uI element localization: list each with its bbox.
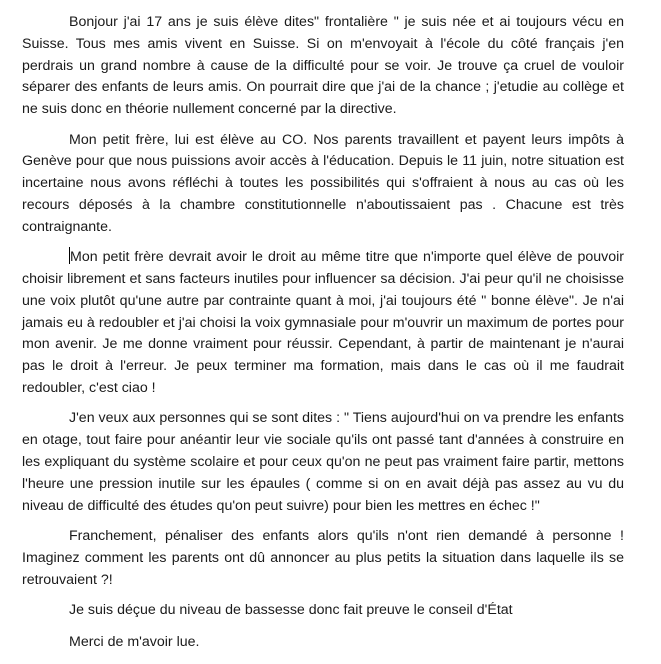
paragraph-choice-text: Mon petit frère devrait avoir le droit au même titre que n'importe quel élève de pouvoir choisir librement et sans facteurs inutiles pour influencer sa décision. J'ai peur qu'il ne choisisse une voix plutôt qu'une autre par contrainte quant à moi, j'ai toujours été " bonne élève". Je n'ai jamais eu à redoubler et j'ai choisi la voix gymnasiale pour m'ouvrir un maximum de portes pour mon avenir. Je me donne vraiment pour réussir. Cependant, à partir de maintenant je n'aurai pas le droit à l'erreur. Je peux terminer ma formation, mais dans le cas où il me faudrait redoubler, c'est ciao ! xyxy=(22,249,624,396)
paragraph-disappointed: Je suis déçue du niveau de bassesse donc fait preuve le conseil d'État xyxy=(69,601,513,618)
paragraph-blame: J'en veux aux personnes qui se sont dites : " Tiens aujourd'hui on va prendre les enfants en otage, tout faire pour anéantir leur vie sociale qu'ils ont passé tant d'années à construire en les expliquant du système scolaire et pour ceux qu'on ne peut pas vraiment faire partir, mettons l'heure une pression inutile sur les épaules ( comme si on en avait déjà pas assez au vu du niveau de difficulté des études qu'on peut suivre) pour bien les mettres en échec !" xyxy=(22,410,624,514)
paragraph-choice xyxy=(22,247,624,400)
paragraph-frankly: Franchement, pénaliser des enfants alors qu'ils n'ont rien demandé à personne ! Imaginez comment les parents ont dû annoncer au plus petits la situation dans laquelle ils se retrouvaient ?! xyxy=(22,527,624,588)
paragraph-intro: Bonjour j'ai 17 ans je suis élève dites" frontalière " je suis née et ai toujours vécu en Suisse. Tous mes amis vivent en Suisse. Si on m'envoyait à l'école du côté français j'en perdrais un grand nombre à cause de la difficulté pour se voir. Je trouve ça cruel de vouloir séparer des enfants de leurs amis. On pourrait dire que j'ai de la chance ; j'etudie au collège et ne suis donc en théorie nullement concerné par la directive. xyxy=(22,14,624,118)
paragraph-thanks: Merci de m'avoir lue. xyxy=(69,634,200,651)
paragraph-brother: Mon petit frère, lui est élève au CO. Nos parents travaillent et payent leurs impôts à Genève pour que nous puissions avoir accès à l'éducation. Depuis le 11 juin, notre situation est incertaine nous avons réfléchi à toutes les possibilités qui s'offraient à nous au cas où les recours déposés à la chambre constitutionnelle n'aboutissaient pas . Chacune est très contraignante. xyxy=(22,131,624,235)
document-body[interactable] xyxy=(22,12,624,664)
